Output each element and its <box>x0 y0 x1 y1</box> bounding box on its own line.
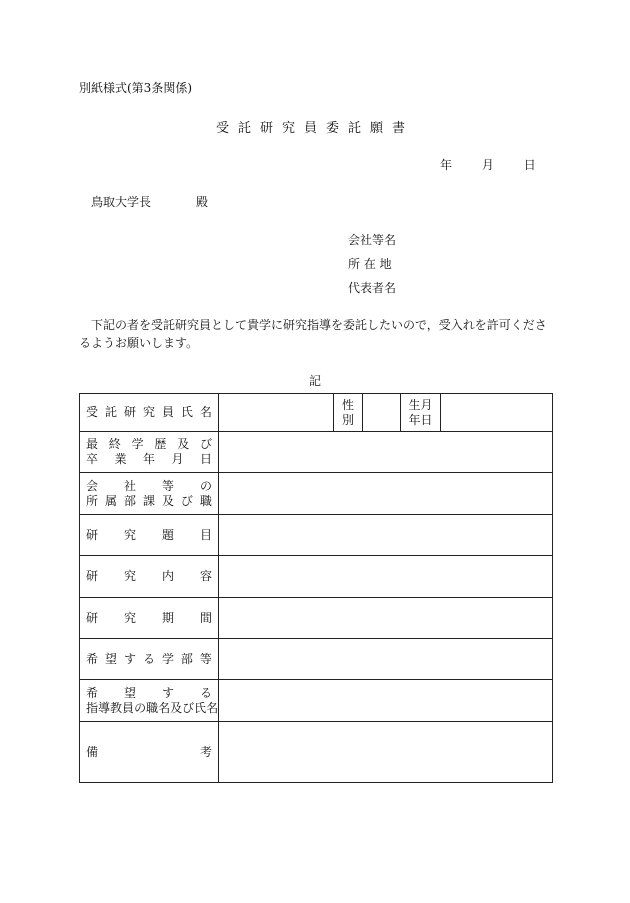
remarks-label-cell <box>80 722 219 783</box>
advisor-label-cell <box>80 680 219 722</box>
faculty-label-cell <box>80 639 219 680</box>
affiliation-label-2: 所 属 部 課 及 び 職 <box>86 493 212 508</box>
row-subject <box>80 515 553 556</box>
row-content <box>80 556 553 598</box>
date-month: 月 <box>481 158 494 172</box>
row-advisor <box>80 680 553 722</box>
affiliation-value-cell[interactable] <box>219 473 553 515</box>
sex-label-cell <box>334 394 363 432</box>
birth-value-cell[interactable] <box>441 394 553 432</box>
period-label: 研 究 期 間 <box>86 610 212 625</box>
education-value-cell[interactable] <box>219 432 553 473</box>
subject-label: 研 究 題 目 <box>86 527 212 542</box>
sex-label-2: 別 <box>341 412 354 427</box>
addressee <box>91 193 208 210</box>
subject-label-cell <box>80 515 219 556</box>
faculty-value-cell[interactable] <box>219 639 553 680</box>
row-education <box>80 432 553 473</box>
name-value-cell[interactable] <box>219 394 334 432</box>
birth-label-1: 生月 <box>408 397 433 412</box>
sender-representative-label: 代表者名 <box>348 281 397 295</box>
birth-label-cell <box>401 394 441 432</box>
name-label: 受 託 研 究 員 氏 名 <box>86 405 212 419</box>
affiliation-label-cell <box>80 473 219 515</box>
education-label-cell <box>80 432 219 473</box>
addressee-honorific: 殿 <box>196 195 209 209</box>
period-value-cell[interactable] <box>219 598 553 639</box>
sex-label-1: 性 <box>341 397 354 412</box>
period-label-cell <box>80 598 219 639</box>
application-form-table <box>79 393 553 783</box>
row-affiliation <box>80 473 553 515</box>
advisor-label-1: 希 望 す る <box>86 685 212 700</box>
request-paragraph: 下記の者を受託研究員として貴学に研究指導を委託したいので，受入れを許可くださるようお願いします。 <box>79 318 547 350</box>
remarks-label: 備 考 <box>86 744 212 759</box>
sex-value-cell[interactable] <box>363 394 401 432</box>
addressee-name: 鳥取大学長 <box>91 195 152 209</box>
document-title: 受託研究員委託願書 <box>215 121 414 136</box>
sender-address-label: 所 在 地 <box>348 257 392 271</box>
ki-heading: 記 <box>308 374 321 388</box>
advisor-value-cell[interactable] <box>219 680 553 722</box>
content-label-cell <box>80 556 219 598</box>
date-year: 年 <box>440 158 453 172</box>
row-period <box>80 598 553 639</box>
content-value-cell[interactable] <box>219 556 553 598</box>
row-remarks <box>80 722 553 783</box>
sender-company-label: 会社等名 <box>348 233 397 247</box>
row-faculty <box>80 639 553 680</box>
name-label-cell <box>80 394 219 432</box>
subject-value-cell[interactable] <box>219 515 553 556</box>
date-line <box>440 156 536 173</box>
education-label-2: 卒 業 年 月 日 <box>86 452 212 466</box>
form-style-note: 別紙様式(第3条関係) <box>79 81 192 95</box>
row-name <box>80 394 553 432</box>
faculty-label: 希 望 す る 学 部 等 <box>86 651 212 666</box>
advisor-label-2: 指 導 教 員 の 職 名 及 び 氏 名 <box>86 700 219 715</box>
birth-label-2: 年日 <box>408 412 433 427</box>
date-day: 日 <box>523 158 536 172</box>
affiliation-label-1: 会 社 等 の <box>86 478 212 493</box>
education-label-1: 最 終 学 歴 及 び <box>86 437 212 451</box>
content-label: 研 究 内 容 <box>86 569 212 583</box>
remarks-value-cell[interactable] <box>219 722 553 783</box>
